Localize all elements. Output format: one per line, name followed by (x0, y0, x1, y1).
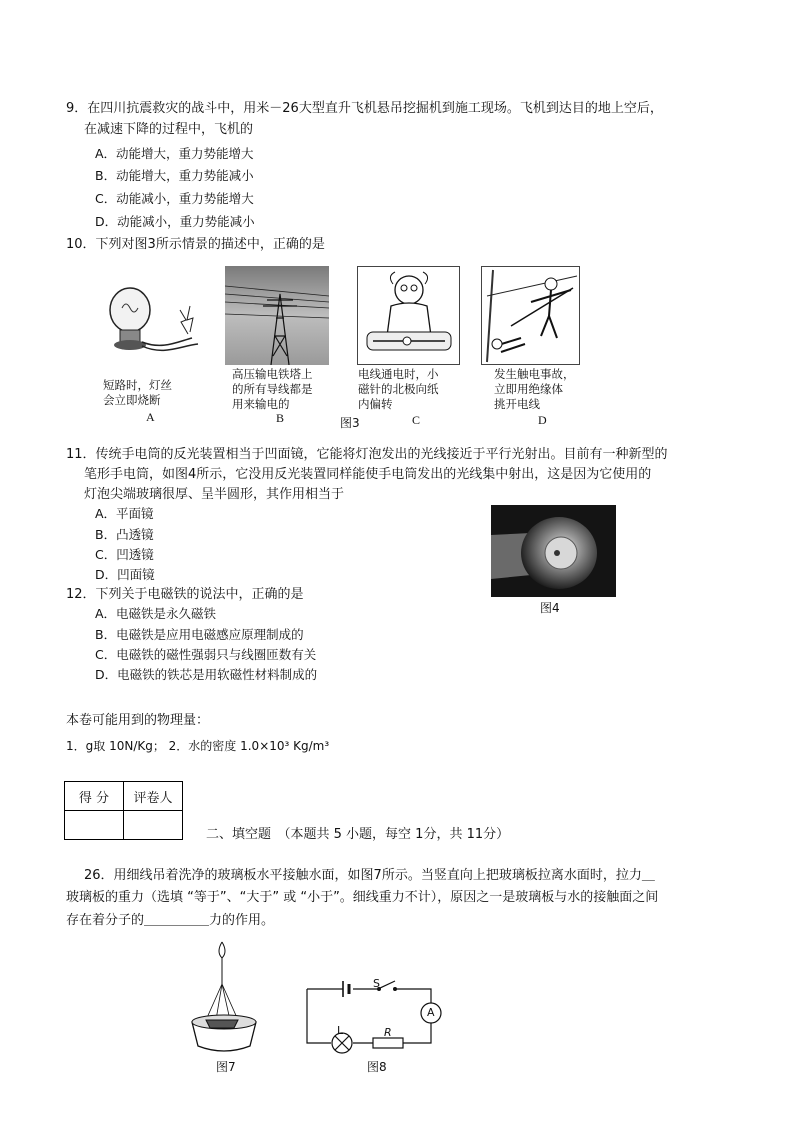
panel-a-letter: A (146, 410, 155, 424)
q12-option-b: B．电磁铁是应用电磁感应原理制成的 (95, 627, 304, 642)
q12-option-d: D．电磁铁的铁芯是用软磁性材料制成的 (95, 667, 318, 682)
q11-option-a: A．平面镜 (95, 506, 154, 521)
q9-option-d: D．动能减小，重力势能减小 (95, 214, 255, 229)
q11-line2: 笔形手电筒，如图4所示，它没用反光装置同样能使手电筒发出的光线集中射出，这是因为它使用的 (84, 467, 652, 482)
lamp-label: L (337, 1024, 344, 1037)
flashlight-photo (491, 505, 616, 597)
q9-option-c: C．动能减小，重力势能增大 (95, 191, 254, 206)
grader-cell (124, 811, 183, 840)
power-tower-illustration (225, 266, 329, 365)
q26-line1: 26．用细线吊着洗净的玻璃板水平接触水面，如图7所示。当竖直向上把玻璃板拉离水面时，拉力＿ (84, 868, 655, 883)
figure-8-label: 图8 (367, 1060, 387, 1074)
scientist-illustration (357, 266, 460, 365)
resistor-label: R (384, 1026, 392, 1039)
panel-a-caption: 短路时，灯丝 会立即烧断 (103, 378, 172, 407)
panel-c-letter: C (412, 413, 421, 427)
figure-4-label: 图4 (540, 601, 560, 615)
panel-b-letter: B (276, 411, 285, 425)
constants-heading: 本卷可能用到的物理量： (66, 713, 210, 728)
q9-option-a: A．动能增大，重力势能增大 (95, 146, 254, 161)
score-cell (65, 811, 124, 840)
q12-option-c: C．电磁铁的磁性强弱只与线圈匝数有关 (95, 647, 317, 662)
q12-option-a: A．电磁铁是永久磁铁 (95, 606, 217, 621)
panel-c-caption: 电线通电时，小 磁针的北极向纸 内偏转 (358, 367, 439, 411)
q9-line2: 在减速下降的过程中，飞机的 (84, 122, 254, 137)
panel-d-letter: D (538, 413, 547, 427)
q11-option-b: B．凸透镜 (95, 527, 154, 542)
glass-plate-figure (188, 938, 260, 1060)
q11-option-d: D．凹面镜 (95, 567, 155, 582)
figure-7-label: 图7 (216, 1060, 236, 1074)
q26-line3: 存在着分子的＿＿＿＿＿力的作用。 (66, 913, 275, 928)
score-table (64, 781, 183, 840)
section-2-heading: 二、填空题 （本题共 5 小题，每空 1分，共 11分） (206, 827, 510, 842)
switch-label: S (373, 977, 380, 990)
score-header: 得 分 (65, 782, 124, 811)
q11-option-c: C．凹透镜 (95, 547, 154, 562)
q9-line1: 9．在四川抗震救灾的战斗中，用米－26大型直升飞机悬吊挖掘机到施工现场。飞机到达目的地上空后， (66, 101, 663, 116)
constants-line: 1．g取 10N/Kg； 2．水的密度 1.0×10³ Kg/m³ (66, 739, 330, 753)
grader-header: 评卷人 (124, 782, 183, 811)
electric-accident-illustration (481, 266, 580, 365)
q11-line3: 灯泡尖端玻璃很厚、呈半圆形，其作用相当于 (84, 487, 345, 502)
panel-d-caption: 发生触电事故， 立即用绝缘体 挑开电线 (494, 367, 575, 411)
ammeter-label: A (427, 1006, 435, 1019)
q10-stem: 10．下列对图3所示情景的描述中，正确的是 (66, 237, 325, 252)
q26-line2: 玻璃板的重力（选填 “等于”、“大于” 或 “小于”。细线重力不计），原因之一是玻璃板与水的接触面之间 (66, 890, 659, 905)
q12-stem: 12．下列关于电磁铁的说法中，正确的是 (66, 587, 304, 602)
bulb-illustration (92, 280, 210, 355)
figure-3-label: 图3 (340, 416, 360, 430)
panel-b-caption: 高压输电铁塔上 的所有导线都是 用来输电的 (232, 367, 313, 411)
q9-option-b: B．动能增大，重力势能减小 (95, 168, 254, 183)
q11-line1: 11．传统手电筒的反光装置相当于凹面镜，它能将灯泡发出的光线接近于平行光射出。目前有一种新型的 (66, 447, 668, 462)
